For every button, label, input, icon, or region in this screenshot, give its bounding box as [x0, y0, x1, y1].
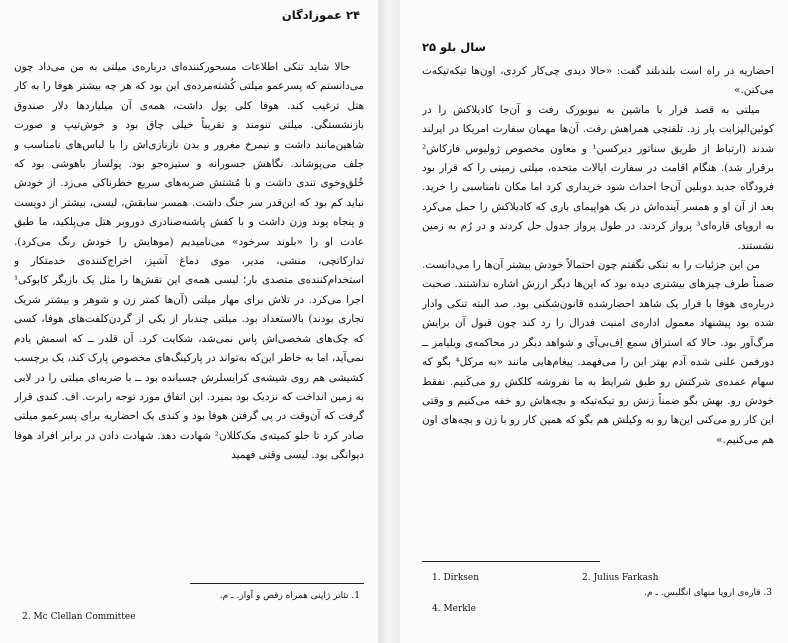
footnote-4: 4. Merkle — [432, 604, 476, 614]
footnote-1: 1. Dirksen — [432, 573, 480, 583]
footnote-3: 3. قاره‌ی اروپا منهای انگلیس. ـ م. — [644, 588, 772, 598]
paragraph: احضاریه در راه است بلندبلند گفت: «حالا دیدی چی‌کار کردی، اون‌ها تیکه‌تیکه‌ت می‌کنن.» — [422, 65, 774, 97]
running-header-right: سال بلو ۲۵ — [422, 40, 486, 54]
footnote-rule — [190, 583, 364, 584]
right-page-body — [422, 62, 774, 558]
footnote-rule — [422, 561, 600, 562]
footnote-2: 2. Julius Farkash — [582, 573, 659, 583]
paragraph: میلتی به قصد فرار با ماشین به نیویورک رفت و آن‌جا کادیلاکش را در کوئین‌الیزابت پار زد. تلفنچی همراهش رفت. آن‌ها مهمان سفارت امریکا در ایرلند شدند (ارتباط از طریق سناتور دیرکسن¹ و معاون مخصوص ژولیوس فارکاش² برقرار شد). هنگام اقامت در سفارت ایالات متحده، میلتی زمینی را که قرار بود فرودگاه جدید دوبلین آن‌جا احداث شود خریداری کرد اما مکان نامناسبی را خرید. بعد از آن او و همسر آینده‌اش در یک هواپیمای باری که کادیلاکش را حمل می‌کرد به اروپای قاره‌ای³ پرواز کردند. در طول پرواز جدول حل کردند و در رُم به زمین نشستند. — [422, 103, 774, 252]
left-page-body — [14, 58, 364, 578]
left-page — [0, 0, 378, 643]
paragraph: حالا شاید تنکی اطلاعات مسحورکننده‌ای درباره‌ی میلتی به من می‌داد چون می‌دانستم که پسرعمو میلتی کُشته‌مرده‌ی این بود که هر چه بیشتر هوفا را به کار هتل ترغیب کند. هوفا کلی پول داشت، همه‌ی آن میلیاردها دلار صندوق بازنشستگی. میلتی تنومند و تقریباً خیلی چاق بود و خوش‌تیپ و صورت شاهین‌مانند داشت و نیمرخ مغرور و بدن نازنازی‌اش را با لباس‌های نامناسب و جلف می‌پوشاند. نگاهش جسورانه و ستیزه‌جو بود. پولساز باهوشی بود که خُلق‌وخوی تندی داشت و با مُشتش ضربه‌های سریع خطرناکی می‌زد. از خودش نباید کم بود که این‌قدر سر جنگ داشت. همسر سابقش، لیسی، بیشتر از دویست و پنجاه پوند وزن داشت و با کفش پاشنه‌صنادری دوروبر هتل می‌پلکید، ما طبق عادت او را «بلوند سرخود» می‌نامیدیم (موهایش را خودش رنگ می‌کرد). تدارکاتچی، منشی، مدیر، موی دماغ آشپز، اخراج‌کننده‌ی خدمتکار و استخدام‌کننده‌ی متصدی بار؛ لیسی همه‌ی این نقش‌ها را مثل یک بازیگر کابوکی¹ اجرا می‌کرد. در تلاش برای مهار میلتی (آن‌ها کمتر زن و شوهر و بیشتر شریک تجاری بودند) بالاستعداد بود. میلتی چندبار از یکی از گردن‌کلفت‌های هوفا، کسی که چک‌های شخصی‌اش پاس نمی‌شد، شکایت کرد. آن قلدر ــ که اسمش یادم نمی‌آید، اما به خاطر این‌که به‌تواند در پارکینگ‌های مخصوص پارک کند، یک برچسب کشیشی هم روی شیشه‌ی کرایسلرش چسبانده بود ــ با ضربه‌ای میلتی را در لابی به زمین انداخت که نزدیک بود بمیرد. این اتفاق مورد توجه رابرت. اف. کندی قرار گرفت که آن‌وقت در پی گرفتن هوفا بود و کندی یک احضاریه برای پسرعمو میلتی صادر کرد تا جلو کمیته‌ی مک‌کللان² شهادت دهد. شهادت دادن در برابر افراد هوفا دیوانگی بود. لیسی وقتی فهمید — [14, 61, 364, 462]
running-header-left: ۲۴ عموزادگان — [281, 8, 360, 22]
paragraph: من این جزئیات را به تنکی نگفتم چون احتمالاً خودش بیشتر آن‌ها را می‌دانست. ضمناً طرف چیزهای بیشتری دیده بود که این‌ها دیگر ارزش اشاره نداشتند. صحبت درباره‌ی هوفا با فرار یک شاهد احضارشده قانون‌شکنی بود. صد البته تنکی وادار شده بود پیشنهاد معمول اداره‌ی امنیت فدرال را رد کند چون قبول آن برایش مرگ‌آور بود. حالا که استراق سمع اِف‌بی‌آی و شواهد دیگر در محاکمه‌ی ویلیامز ــ دورفمن علنی شده آدم بهتر این را می‌فهمد. پیغام‌هایی مانند «به مرکل⁴ بگو که سهام عمده‌ی شرکتش رو طبق شرایط به ما نفروشه کلکش رو می‌کَنیم. نفقط خودش رو. بهش بگو ضمناً زنش رو تیکه‌تیکه و بچه‌هاش رو خفه می‌کنیم و وقتی این کار رو می‌کنی این‌ها رو به وکیلش هم بگو که همین کار رو با زن و بچه‌های اون هم می‌کنیم.» — [422, 259, 774, 446]
book-gutter — [378, 0, 400, 643]
footnote-1: 1. تئاتر ژاپنی همراه رقص و آواز. ـ م. — [219, 591, 360, 601]
right-page — [400, 0, 788, 643]
footnote-2: 2. Mc Clellan Committee — [22, 612, 136, 622]
